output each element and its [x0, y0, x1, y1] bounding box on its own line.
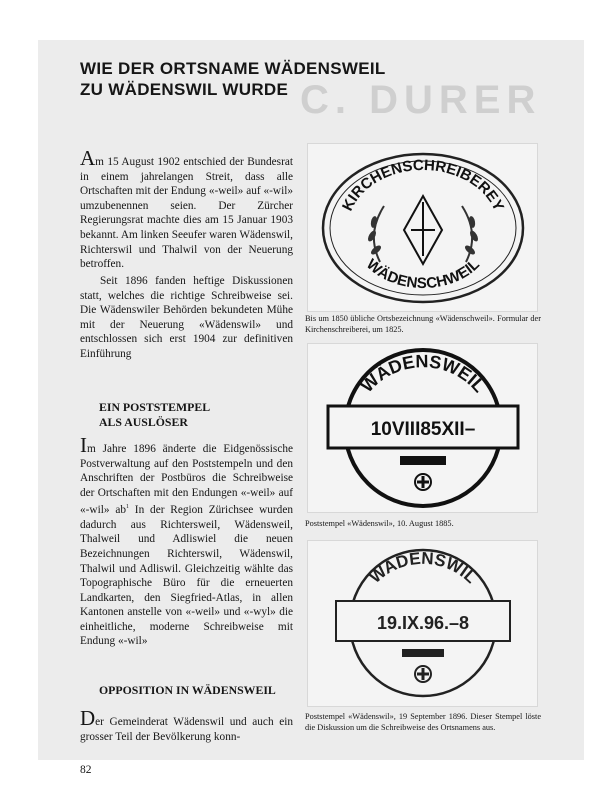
seal-photo [307, 143, 538, 312]
caption-stamp-1885: Poststempel «Wädenswil», 10. August 1885. [305, 519, 454, 528]
paragraph-1 [80, 146, 293, 272]
paragraph-3-text-cont: In der Region Zürichsee wurden dadurch aus Richtersweil, Wädensweil, Thalweil und Adliswiel die neuen Bezeichnungen Richterswil, Wädenswil, Thalwil und Adliswil. Gleichzeitig wählte das Topographische Büro für die erneuerten Landkarten, den Siegfried-Atlas, in allen Kantonen anstelle von «-weil» und «-wyl» die einheitliche, moderne Schreibweise mit Endung «-wil» [80, 504, 293, 648]
subheading-poststempel [99, 400, 289, 430]
paragraph-4 [80, 706, 293, 744]
stamp-1885-photo [307, 343, 538, 513]
title-line-1: WIE DER ORTSNAME WÄDENSWEIL [80, 59, 386, 78]
page-number: 82 [80, 764, 92, 776]
stamp-1896-date: 19.IX.96.–8 [376, 613, 470, 633]
paragraph-3 [80, 433, 293, 649]
caption-stamp-1896: Poststempel «Wädenswil», 19 September 1896. Dieser Stempel löste die Diskussion um die Schreibweise des Ortsnamens aus. [305, 712, 541, 732]
paragraph-3-text: m Jahre 1896 änderte die Eidgenössische Postverwaltung auf den Poststempeln und den Anschriften der Postbüros die Schreibweise der Ortschaften mit den Endungen «-weil» auf «-wil» ab [80, 443, 293, 517]
seal-top-text: KIRCHENSCHREIBEREY [339, 156, 508, 214]
poststempel-1896-image [308, 541, 537, 706]
subheading-opposition: OPPOSITION IN WÄDENSWEIL [99, 683, 276, 697]
article-title [80, 58, 580, 100]
footnote-marker: 1 [125, 504, 129, 511]
paragraph-1-text: m 15 August 1902 entschied der Bundesrat in einem jahrelangen Streit, dass alle Ortschaften mit der Endung «-weil» auf «-wil» umzubenennen seien. Der Zürcher Regierungsrat machte dies am 15 Januar 1903 bekannt. Am linken Seeufer waren Wädenswil, Richterswil und Thalwil von der Neuerung betroffen. [80, 156, 293, 271]
subheading-1-line-2: ALS AUSLÖSER [99, 415, 188, 429]
dropcap-a: A [80, 146, 96, 170]
dropcap-i: I [80, 433, 87, 457]
stamp-ornament-icon [400, 456, 446, 465]
show-through-text: C. DURER [300, 78, 542, 122]
title-line-2: ZU WÄDENSWIL WURDE [80, 80, 289, 99]
paragraph-2 [80, 274, 293, 362]
swiss-cross-icon [415, 474, 431, 490]
diamond-emblem-icon [404, 196, 442, 264]
poststempel-1885-image [308, 344, 537, 512]
stamp-1896-photo [307, 540, 538, 707]
kirchenschreiberei-seal-image [308, 144, 537, 311]
stamp-1896-name: WADENSWIL [365, 548, 481, 588]
paragraph-2-text: Seit 1896 fanden heftige Diskussionen statt, welches die richtige Schreibweise sei. Die Wädenswiler Behörden bekundeten Mühe mit der Neuerung «Wädenswil» und entschlossen sich erst 1904 zur definitiven Einführung [80, 275, 293, 360]
caption-seal: Bis um 1850 übliche Ortsbezeichnung «Wädenschweil». Formular der Kirchenschreiberei, um 1825. [305, 314, 541, 334]
seal-bottom-text: WÄDENSCHWEIL [363, 255, 483, 293]
stamp-1885-date: 10VIII85XII– [370, 419, 476, 440]
stamp-1885-name: WÄDENSWEIL [356, 351, 490, 397]
stamp-ornament-icon [402, 649, 444, 657]
subheading-1-line-1: EIN POSTSTEMPEL [99, 400, 211, 414]
swiss-cross-icon [415, 666, 431, 682]
paragraph-4-text: er Gemeinderat Wädenswil und auch ein grosser Teil der Bevölkerung konn- [80, 716, 293, 743]
dropcap-d: D [80, 706, 96, 730]
